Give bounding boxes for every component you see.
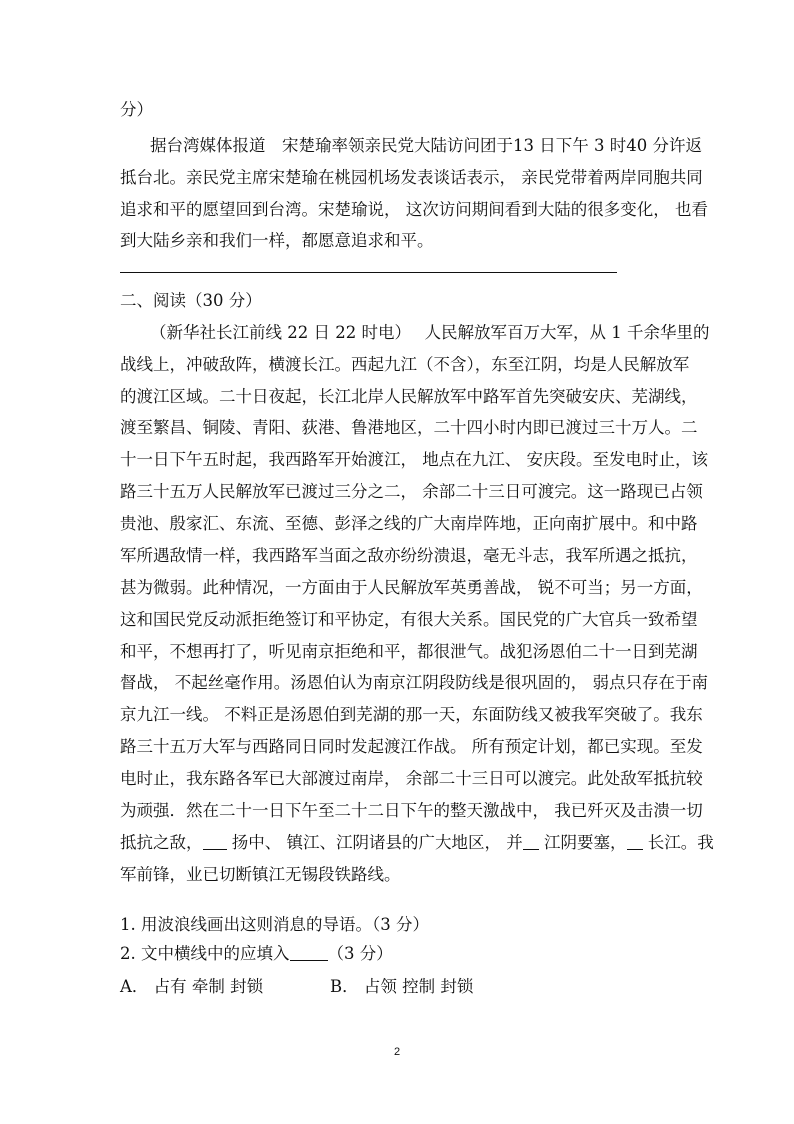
- article-line: 的渡江区域。二十日夜起，长江北岸人民解放军中路军首先突破安庆、芜湖线，: [120, 387, 698, 406]
- fill-blank-2[interactable]: [523, 833, 539, 850]
- article-line: 路三十五万人民解放军已渡过三分之二， 余部二十三日可渡完。这一路现已占领: [120, 482, 703, 501]
- fragment-line: 分）: [120, 100, 153, 119]
- section-title: 二、阅读（30 分）: [120, 291, 262, 310]
- article-line: 督战， 不起丝毫作用。汤恩伯认为南京江阴段防线是很巩固的， 弱点只存在于南: [120, 673, 708, 692]
- question-2-text: 2. 文中横线中的应填入: [120, 944, 290, 963]
- answer-blank[interactable]: [290, 944, 328, 961]
- article-line: 战线上，冲破敌阵，横渡长江。西起九江（不含），东至江阴，均是人民解放军: [120, 355, 690, 374]
- article-line: 军前锋，业已切断镇江无锡段铁路线。: [120, 865, 401, 884]
- article-line: 这和国民党反动派拒绝签订和平协定，有很大关系。国民党的广大官兵一致希望: [120, 610, 698, 629]
- news-paragraph-line: 抵台北。亲民党主席宋楚瑜在桃园机场发表谈话表示， 亲民党带着两岸同胞共同: [120, 168, 703, 187]
- article-text: 长江。我: [642, 833, 714, 852]
- article-line: 路三十五万大军与西路同日同时发起渡江作战。 所有预定计划，都已实现。至发: [120, 737, 703, 756]
- article-line-with-blanks: [120, 833, 714, 853]
- news-paragraph-line: 追求和平的愿望回到台湾。宋楚瑜说， 这次访问期间看到大陆的很多变化， 也看: [120, 200, 708, 219]
- question-2: [120, 944, 680, 964]
- page-number: 2: [393, 1046, 401, 1058]
- article-line: 贵池、殷家汇、东流、至德、彭泽之线的广大南岸阵地，正向南扩展中。和中路: [120, 514, 698, 533]
- article-text: 江阴要塞，: [538, 833, 627, 852]
- article-line: 军所遇敌情一样，我西路军当面之敌亦纷纷溃退，毫无斗志，我军所遇之抵抗，: [120, 546, 698, 565]
- article-line: 为顽强．然在二十一日下午至二十二日下午的整天激战中， 我已歼灭及击溃一切: [120, 801, 703, 820]
- article-line: 十一日下午五时起，我西路军开始渡江， 地点在九江、 安庆段。至发电时止，该: [120, 450, 708, 469]
- news-paragraph-line: 到大陆乡亲和我们一样，都愿意追求和平。: [120, 231, 434, 250]
- fill-blank-1[interactable]: [203, 833, 227, 850]
- article-text: 扬中、 镇江、江阴诸县的广大地区， 并: [226, 833, 523, 852]
- option-a: A． 占有 牵制 封锁: [120, 977, 264, 996]
- article-line: （新华社长江前线 22 日 22 时电） 人民解放军百万大军，从 1 千余华里的: [150, 323, 710, 342]
- article-line: 甚为微弱。此种情况，一方面由于人民解放军英勇善战， 锐不可当；另一方面，: [120, 578, 703, 597]
- article-line: 京九江一线。 不料正是汤恩伯到芜湖的那一天，东面防线又被我军突破了。我东: [120, 705, 703, 724]
- fill-blank-3[interactable]: [627, 833, 643, 850]
- article-line: 电时止，我东路各军已大部渡过南岸， 余部二十三日可以渡完。此处敌军抵抗较: [120, 769, 703, 788]
- answer-rule: [120, 272, 617, 273]
- article-line: 渡至繁昌、铜陵、青阳、荻港、鲁港地区，二十四小时内即已渡过三十万人。二: [120, 418, 698, 437]
- news-paragraph-line: 据台湾媒体报道 宋楚瑜率领亲民党大陆访问团于13 日下午 3 时40 分许返: [150, 136, 702, 155]
- article-line: 和平，不想再打了，听见南京拒绝和平，都很泄气。战犯汤恩伯二十一日到芜湖: [120, 642, 698, 661]
- question-2-score: （3 分）: [327, 944, 393, 963]
- option-b: B． 占领 控制 封锁: [330, 977, 474, 996]
- article-text: 抵抗之敌，: [120, 833, 203, 852]
- question-1: 1. 用波浪线画出这则消息的导语。（3 分）: [120, 915, 429, 934]
